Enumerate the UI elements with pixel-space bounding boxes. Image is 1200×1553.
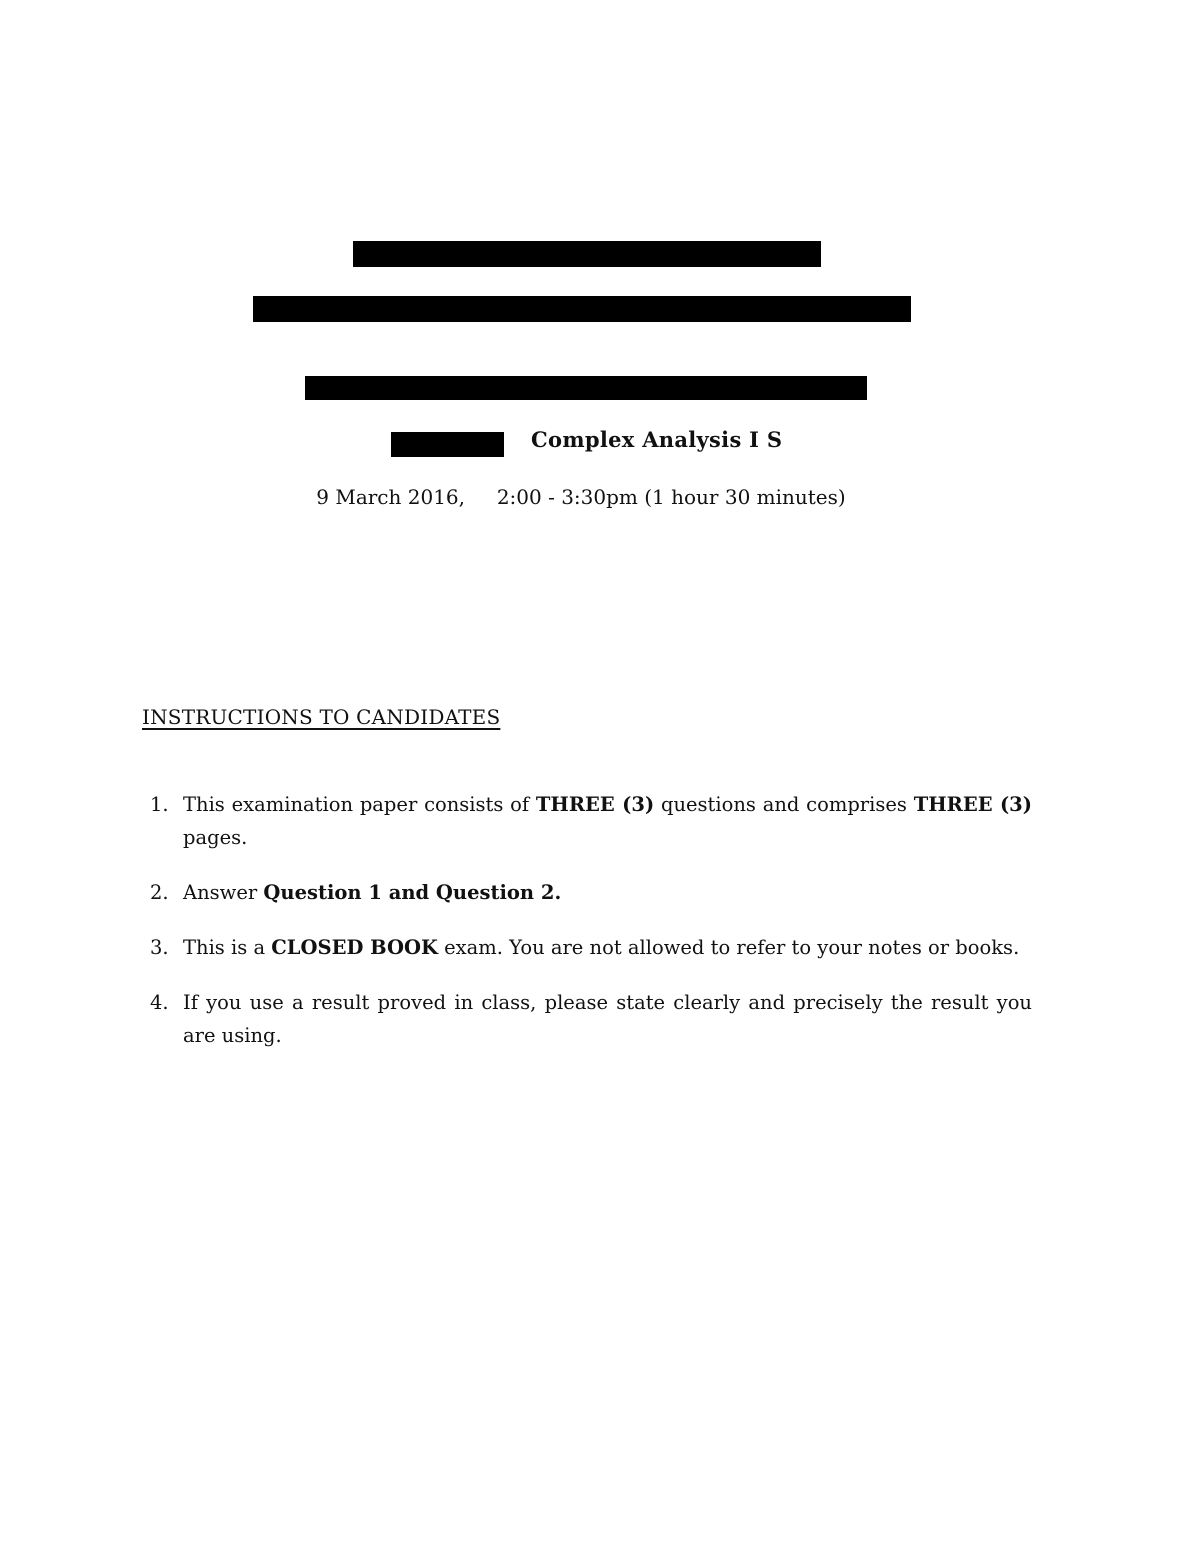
instruction-emphasis: Question 1 and Question 2.: [263, 881, 562, 904]
instruction-text-part: questions and comprises: [654, 793, 914, 816]
instruction-emphasis: THREE (3): [535, 793, 655, 816]
instruction-text: [183, 793, 1032, 849]
instruction-text-part: This is a: [183, 936, 272, 959]
instruction-number: 2.: [150, 881, 169, 904]
redaction-bar: [353, 241, 821, 267]
instruction-text: [183, 991, 1032, 1047]
instruction-text-part: pages.: [183, 826, 248, 849]
instruction-text-part: exam. You are not allowed to refer to your notes or books.: [437, 936, 1020, 959]
redaction-bar: [391, 432, 504, 457]
instruction-text: [183, 936, 1019, 959]
instruction-text-part: Answer: [183, 881, 264, 904]
instruction-item: [150, 788, 1032, 854]
instruction-number: 3.: [150, 936, 169, 959]
instruction-text-part: This examination paper consists of: [183, 793, 536, 816]
instructions-heading: INSTRUCTIONS TO CANDIDATES: [142, 705, 501, 729]
course-title: Complex Analysis I S: [531, 427, 783, 452]
instruction-item: [150, 931, 1032, 964]
exam-date-time: [0, 485, 1162, 509]
instruction-number: 4.: [150, 991, 169, 1014]
instruction-list: [150, 788, 1032, 1074]
exam-time: 2:00 - 3:30pm (1 hour 30 minutes): [496, 485, 846, 509]
instruction-text-part: If you use a result proved in class, please state clearly and precisely the result you are using.: [183, 991, 1032, 1047]
instruction-item: [150, 986, 1032, 1052]
instruction-number: 1.: [150, 793, 169, 816]
instruction-emphasis: THREE (3): [913, 793, 1032, 816]
instruction-text: [183, 881, 561, 904]
exam-date: 9 March 2016,: [316, 485, 466, 509]
redaction-bar: [253, 296, 911, 322]
instruction-item: [150, 876, 1032, 909]
instruction-emphasis: CLOSED BOOK: [271, 936, 438, 959]
redaction-bar: [305, 376, 867, 400]
